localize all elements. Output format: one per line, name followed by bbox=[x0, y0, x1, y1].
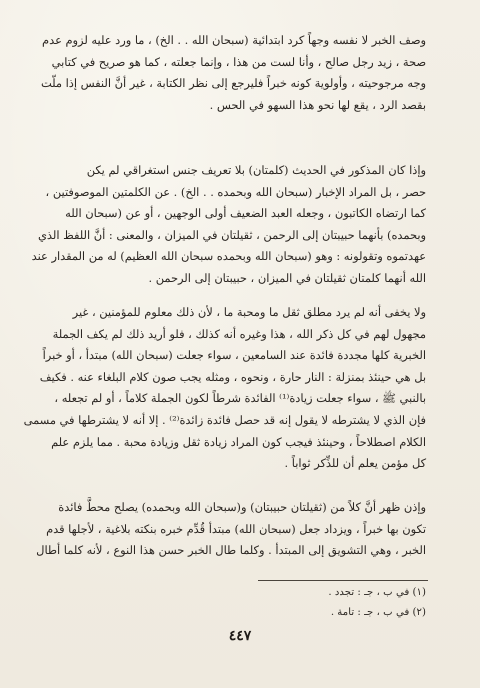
footnote-1: (١) في ب ، جـ : تجدد . bbox=[328, 587, 426, 598]
paragraph-4 bbox=[36, 497, 426, 562]
text-line: فإن الذي لا يشترطه لا يقول إنه قد حصل فائدة زائدة⁽²⁾ . إلا أنه لا يشترطها في مسمى bbox=[23, 412, 426, 427]
paragraph-2 bbox=[31, 160, 426, 290]
paragraph-1 bbox=[40, 30, 426, 116]
text-line: الخبر ، وهي التشويق إلى المبتدأ . وكلما طال الخبر حسن هذا النوع ، لأنه كلما أطال bbox=[36, 543, 426, 558]
text-line: مجهول لهم في كل ذكر الله ، هذا وغيره أنه كذلك ، فلو أريد ذلك لم يكف الجملة bbox=[52, 326, 426, 341]
text-line: حصر ، بل المراد الإخبار (سبحان الله وبحمده . . الخ) . عن الكلمتين الموصوفتين ، bbox=[45, 184, 426, 199]
page-number: ٤٤٧ bbox=[228, 628, 252, 644]
text-line: وجه مرجوحيته ، وأولوية كونه خبراً فليرجع إلى نظر الكتابة ، غير أنَّ النفس إذا ملّت bbox=[40, 76, 426, 91]
text-line: تكون بها خبراً ، ويزداد جعل (سبحان الله) مبتدأ قُدِّم خبره بنكته بلاغية ، لأجلها قدم bbox=[46, 521, 426, 536]
text-line: صحة ، زيد رجل صالح ، وأنا لست من هذا ، وإنما جعلته ، كما هو صريح في كتابي bbox=[51, 54, 426, 69]
text-line: عهدتموه وتقولونه : وهو (سبحان الله وبحمده سبحان الله العظيم) له من المقدار عند bbox=[31, 249, 426, 264]
footnote-2: (٢) في ب ، جـ : تامة . bbox=[330, 607, 426, 618]
text-line: وإذن ظهر أنَّ كلاً من (ثقيلتان حبيبتان) و(سبحان الله وبحمده) يصلح محطَّ فائدة bbox=[58, 500, 426, 514]
text-line: وصف الخبر لا نفسه وجهاً كرد ابتدائية (سبحان الله . . الخ) ، ما ورد عليه لزوم عدم bbox=[42, 33, 426, 47]
text-line: وإذا كان المذكور في الحديث (كلمتان) بلا تعريف جنس استغراقي لم يكن bbox=[86, 163, 426, 177]
text-line: الخبرية كلها مجددة فائدة عند السامعين ، سواء جعلت (سبحان الله) مبتدأ ، أو خبراً bbox=[42, 348, 426, 363]
footnotes bbox=[56, 583, 426, 623]
text-line: الكلام اصطلاحاً ، وحينئذ فيجب كون المراد زيادة ثقل وزيادة محبة . مما يلزم علم bbox=[51, 434, 426, 449]
text-line: كل مؤمن يعلم أن للذِّكر ثواباً . bbox=[284, 456, 426, 471]
text-line: وبحمده) بأنهما حبيبتان إلى الرحمن ، ثقيلتان في الميزان ، والمعنى : أنَّ اللفظ الذي bbox=[38, 227, 426, 242]
text-line: ولا يخفى أنه لم يرد مطلق ثقل ما ومحبة ما ، لأن ذلك معلوم للمؤمنين ، غير bbox=[72, 305, 426, 319]
text-line: بالنبي ﷺ ، سواء جعلت زيادة⁽¹⁾ الفائدة شرطاً لكون الجملة كلاماً ، أو لم تجعله ، bbox=[54, 391, 426, 406]
text-line: كما ارتضاه الكاتبون ، وجعله العبد الضعيف أولى الوجهين ، أو عن (سبحان الله bbox=[65, 206, 426, 221]
text-line: الله أنهما كلمتان ثقيلتان في الميزان ، حبيبتان إلى الرحمن . bbox=[148, 270, 426, 285]
text-line: بقصد الرد ، يقع لها نحو هذا السهو في الحس . bbox=[209, 97, 426, 112]
paragraph-3 bbox=[23, 302, 426, 475]
footnote-divider bbox=[258, 580, 428, 581]
text-line: بل هي حينئذ بمنزلة : النار حارة ، ونحوه ، ومثله يجب صون كلام البلغاء عنه . فكيف bbox=[39, 369, 426, 384]
